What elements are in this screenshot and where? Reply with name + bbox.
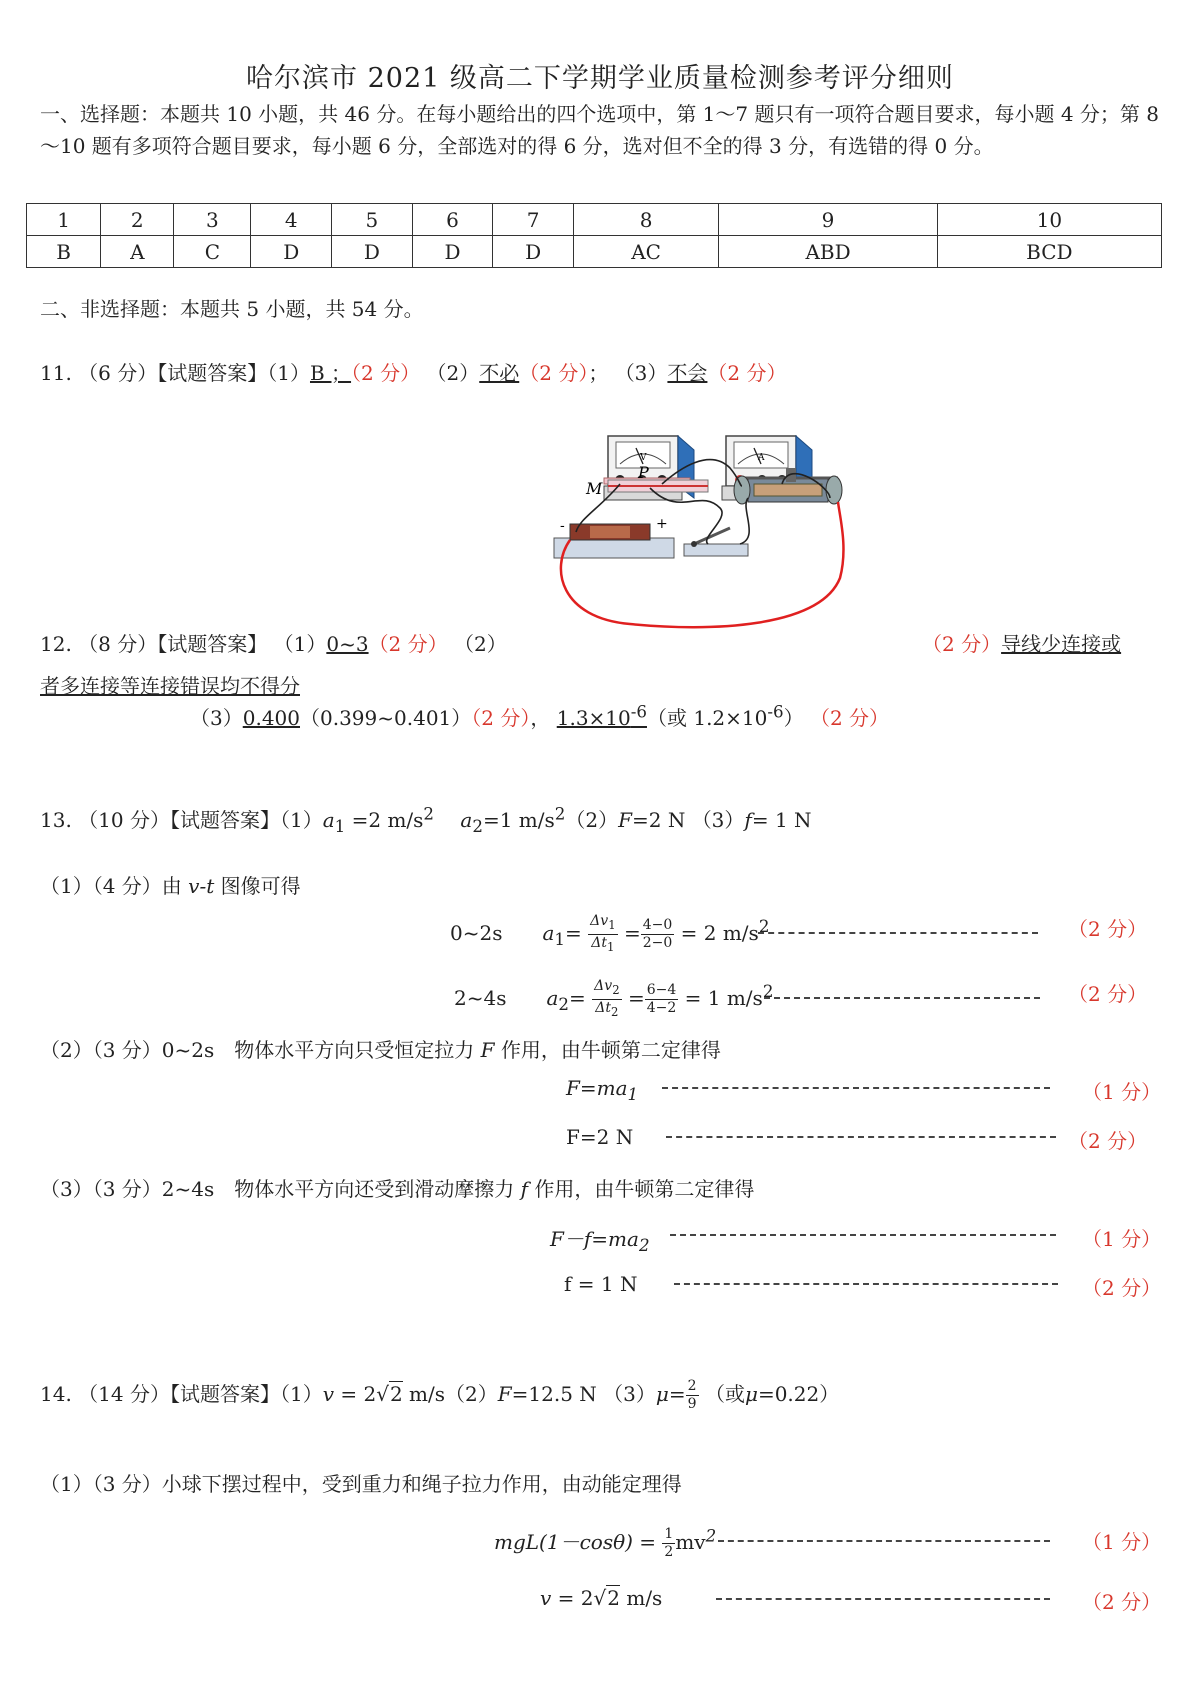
q14-head-line: 14. （14 分）【试题答案】（1）v = 2√2 m/s（2）F=12.5 N （3）μ= $\frac{2}{9}$ （或μ=0.22） [40, 1378, 840, 1412]
q11-head: 11. （6 分）【试题答案】 [40, 361, 268, 385]
table-cell: AC [573, 236, 718, 268]
q14-var-mu: μ [655, 1382, 669, 1406]
dashed-leader [764, 997, 1040, 999]
fraction-numerator: 1 [664, 1526, 674, 1542]
battery-minus: - [560, 518, 565, 534]
q14-mu-alt: （或 [704, 1382, 745, 1406]
q13-part2-var: F [480, 1038, 495, 1062]
label-m: M [586, 479, 603, 498]
fraction [592, 978, 621, 1021]
q14-eq: = 2 [334, 1382, 377, 1406]
fraction [588, 913, 617, 956]
eq-sub: 1 [554, 929, 566, 949]
eq-sup: 2 [758, 917, 770, 937]
eq-sub: 2 [638, 1236, 650, 1255]
section1-intro: 一、选择题：本题共 10 小题，共 46 分。在每小题给出的四个选项中，第 1～7 题只有一项符合题目要求，每小题 4 分；第 8～10 题有多项符合题目要求，每小题 6 分，全部选对的得 6 分，选对但不全的得 3 分，有选错的得 0 分。 [40, 102, 1160, 158]
fraction [641, 917, 675, 952]
q14-mu-alt-value: =0.22） [757, 1382, 840, 1406]
q13-eq-a1 [450, 913, 769, 956]
q14-eq-velocity: v = 2√2 m/s [540, 1586, 663, 1610]
answer-table-answer-row [27, 236, 1162, 268]
q12-answer3: 0.400 [242, 706, 300, 730]
q13-eq-f-value: F=2 N [566, 1125, 634, 1149]
table-cell: D [251, 236, 332, 268]
q13-eq-a2 [454, 978, 773, 1021]
q12-score1: （2 分） [368, 632, 448, 656]
q13-part1-var: v-t [188, 874, 215, 898]
q13-part2-rest: 作用，由牛顿第二定律得 [494, 1038, 721, 1062]
table-cell: ABD [719, 236, 937, 268]
q13-eq-f-ma [566, 1076, 638, 1104]
q13-sup: 2 [423, 804, 435, 824]
q12-range3: （0.399~0.401） [300, 706, 472, 730]
dashed-leader [662, 1087, 1050, 1089]
q14-unit: m/s [402, 1382, 446, 1406]
q13-part1-line [40, 870, 301, 899]
q13-head: 13. （10 分）【试题答案】（1） [40, 808, 323, 832]
eq-right: mv [675, 1530, 706, 1554]
eq-var-v: v [540, 1586, 552, 1610]
q12-line2 [40, 670, 300, 699]
q14-part3-label: （3） [603, 1382, 656, 1406]
table-cell: 2 [101, 204, 174, 236]
circuit-diagram [560, 428, 920, 650]
q14-var-v: v [322, 1382, 335, 1406]
q13-head-line [40, 804, 812, 836]
q14-f-value: =12.5 N [511, 1382, 597, 1406]
answer-table-number-row [27, 204, 1162, 236]
battery [554, 516, 674, 558]
q11-score3: （2 分） [707, 361, 787, 385]
q12-alt-close: ） [783, 706, 804, 730]
q13-part3-label: （3） [691, 808, 745, 832]
q13-val: = 1 N [751, 808, 812, 832]
eq-var: a [546, 985, 559, 1010]
q12-answer1: 0~3 [326, 632, 369, 656]
table-cell: BCD [937, 236, 1161, 268]
eq-time: 2~4s [454, 985, 507, 1010]
table-cell: 7 [493, 204, 574, 236]
fraction-numerator [588, 913, 617, 935]
eq-time: 0~2s [450, 920, 503, 945]
q13-eq-f-minus-f [550, 1223, 650, 1255]
q12-head: 12. （8 分）【试题答案】 [40, 632, 268, 656]
eq-delta-t: Δt [595, 999, 612, 1016]
q11-part1: （1） [267, 361, 310, 385]
eq-delta-v: Δv [594, 978, 613, 994]
table-cell: D [412, 236, 493, 268]
q12-score4: （2 分） [809, 706, 890, 730]
ammeter-label: A [758, 453, 765, 463]
eq-text: F=ma [566, 1076, 628, 1100]
q13-part3-text: （3）（3 分）2~4s 物体水平方向还受到滑动摩擦力 [40, 1177, 521, 1201]
q13-var-a1: a [322, 808, 335, 832]
q11-answer1: B ； [309, 361, 352, 385]
q12-line1-right [922, 628, 1121, 657]
dashed-leader [716, 1598, 1050, 1600]
q13-var-a2: a [460, 808, 473, 832]
eq-delta-v: Δv [590, 913, 609, 929]
q13-var-f: F [618, 808, 632, 832]
q12-answer4-base: 1.3×10 [556, 706, 631, 730]
q13-val: =2 m/s [345, 808, 424, 832]
eq-text: F－f=ma [550, 1227, 639, 1251]
eq-sign: = [623, 920, 641, 945]
q13-part3-rest: 作用，由牛顿第二定律得 [528, 1177, 755, 1201]
eq-sup: 2 [705, 1526, 717, 1546]
eq-left: mgL(1－cosθ) = [494, 1530, 663, 1554]
fraction-denominator: 2−0 [642, 934, 673, 951]
table-cell: D [332, 236, 413, 268]
voltmeter-label: V [640, 453, 647, 463]
q13-part1-rest: 图像可得 [214, 874, 301, 898]
q11-score2: （2 分） [519, 361, 589, 385]
q11-answer3: 不会 [667, 361, 708, 385]
score: （1 分） [1082, 1227, 1162, 1251]
q12-answer4-exp: -6 [630, 702, 647, 722]
eq-root: 2 [607, 1586, 620, 1610]
table-cell: 6 [412, 204, 493, 236]
table-cell: A [101, 236, 174, 268]
battery-plus: + [656, 516, 668, 532]
eq-var: a [542, 920, 555, 945]
q12-score2: （2 分） [922, 632, 1002, 656]
fraction-numerator: 2 [687, 1378, 697, 1394]
eq-result: = 2 m/s [680, 920, 759, 945]
q13-val: =2 N [631, 808, 686, 832]
q14-eq-energy [494, 1526, 716, 1561]
q13-eq-friction-value: f = 1 N [564, 1272, 638, 1296]
q11-line [40, 357, 787, 386]
eq-sub: 2 [558, 994, 570, 1014]
q14-var-f: F [497, 1382, 512, 1406]
table-cell: 8 [573, 204, 718, 236]
eq-sub: 2 [611, 1004, 619, 1019]
q13-part2-line [40, 1034, 721, 1063]
answer-table [26, 203, 1162, 268]
q14-mu-eq: = [668, 1382, 686, 1406]
q11-answer2: 不必 [479, 361, 520, 385]
q12-alt: （或 1.2×10 [646, 706, 768, 730]
q13-sub: 1 [334, 817, 346, 836]
eq-delta-t: Δt [591, 934, 608, 951]
fraction-numerator: 4−0 [642, 916, 673, 933]
fraction [645, 982, 679, 1017]
dashed-leader [670, 1234, 1056, 1236]
q12-alt-exp: -6 [767, 702, 784, 722]
dashed-leader [718, 1540, 1050, 1542]
q12-part2: （2） [454, 632, 507, 656]
score: （2 分） [1082, 1590, 1162, 1614]
table-cell: C [174, 236, 251, 268]
eq-result: = 1 m/s [684, 985, 763, 1010]
q12-part3: （3） [190, 706, 243, 730]
score: （1 分） [1082, 1080, 1162, 1104]
q11-score1: （2 分） [351, 361, 421, 385]
score: （2 分） [1068, 1129, 1148, 1153]
score: （2 分） [1082, 1276, 1162, 1300]
q13-part3-line [40, 1173, 754, 1202]
section2-intro: 二、非选择题：本题共 5 小题，共 54 分。 [40, 297, 424, 321]
score: （1 分） [1082, 1530, 1162, 1554]
page-title: 哈尔滨市 2021 级高二下学期学业质量检测参考评分细则 [246, 63, 954, 94]
q11-part2: （2） [426, 361, 480, 385]
eq-sign: = 2 [551, 1586, 594, 1610]
q12-note-part2: 者多连接等连接错误均不得分 [40, 674, 300, 698]
eq-sub: 1 [627, 1085, 639, 1104]
table-cell: 1 [27, 204, 101, 236]
fraction-denominator: 2 [664, 1544, 674, 1560]
q12-comma: ， [530, 706, 551, 730]
eq-unit: m/s [620, 1586, 663, 1610]
eq-sign: = [565, 920, 582, 945]
q14-mu-alt-var: μ [744, 1382, 758, 1406]
score: （2 分） [1068, 917, 1148, 941]
score: （2 分） [1068, 982, 1148, 1006]
q12-answer4 [556, 702, 647, 730]
fraction [662, 1526, 675, 1561]
q13-part2-label: （2） [565, 808, 619, 832]
q13-sup: 2 [554, 804, 566, 824]
eq-sub: 2 [612, 982, 620, 997]
q13-var-f-friction: f [744, 808, 752, 832]
q11-separator: ； [588, 361, 609, 385]
q14-head: 14. （14 分）【试题答案】（1） [40, 1382, 323, 1406]
q14-root: 2 [389, 1382, 403, 1406]
q13-val: =1 m/s [482, 808, 555, 832]
red-wire [561, 502, 844, 627]
q12-line3 [190, 702, 889, 731]
dashed-leader [758, 932, 1038, 934]
q13-sub: 2 [472, 817, 483, 836]
table-cell: 5 [332, 204, 413, 236]
eq-sup: 2 [762, 982, 774, 1002]
q12-part1: （1） [273, 632, 327, 656]
table-cell: D [493, 236, 574, 268]
eq-sign: = [569, 985, 586, 1010]
label-p: P [638, 463, 649, 482]
table-cell: B [27, 236, 101, 268]
eq-sub: 1 [607, 939, 615, 954]
q13-part2-text: （2）（3 分）0~2s 物体水平方向只受恒定拉力 [40, 1038, 481, 1062]
fraction-numerator [592, 978, 621, 1000]
dashed-leader [674, 1283, 1058, 1285]
q14-part2-label: （2） [445, 1382, 498, 1406]
eq-sub: 1 [608, 917, 616, 932]
fraction-denominator: 4−2 [646, 999, 677, 1016]
fraction-denominator [592, 1000, 621, 1021]
table-cell: 9 [719, 204, 937, 236]
fraction-denominator [588, 935, 617, 956]
q11-part3: （3） [614, 361, 668, 385]
fraction-denominator: 9 [687, 1396, 697, 1412]
q12-line1 [40, 628, 507, 657]
table-cell: 4 [251, 204, 332, 236]
fraction-numerator: 6−4 [646, 981, 677, 998]
fraction [686, 1378, 699, 1413]
eq-sign: = [627, 985, 645, 1010]
q13-part3-var: f [520, 1177, 529, 1201]
dashed-leader [666, 1136, 1056, 1138]
q13-part1-text: （1）（4 分）由 [40, 874, 189, 898]
q12-score3: （2 分） [471, 706, 531, 730]
table-cell: 10 [937, 204, 1161, 236]
q12-note-part1: 导线少连接或 [1001, 632, 1122, 656]
switch [684, 528, 748, 556]
table-cell: 3 [174, 204, 251, 236]
q14-part1-text: （1）（3 分）小球下摆过程中，受到重力和绳子拉力作用，由动能定理得 [40, 1472, 682, 1496]
